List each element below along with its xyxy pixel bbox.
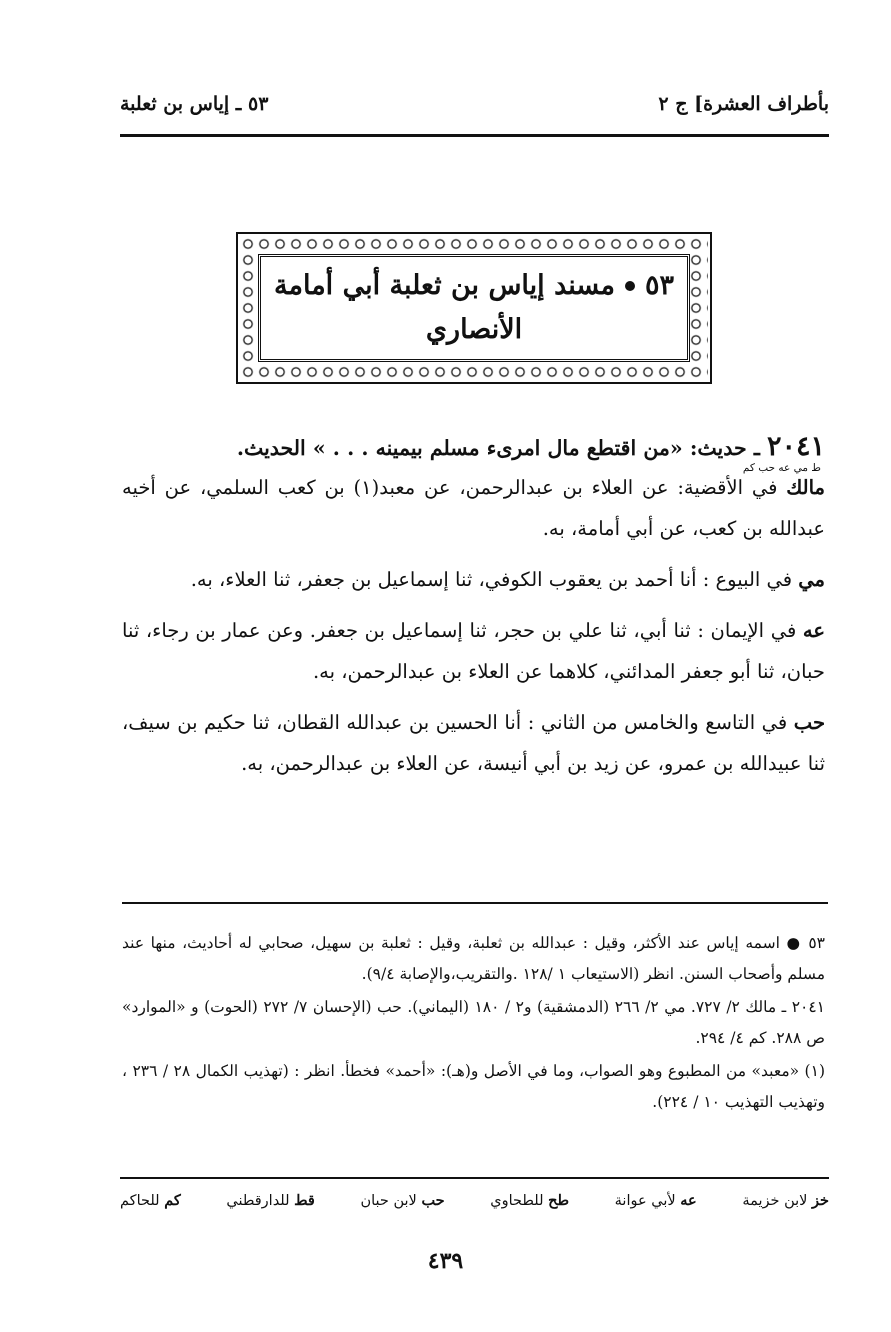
source-text: في الإيمان : ثنا أبي، ثنا علي بن حجر، ثنا إسماعيل بن جعفر. وعن عمار بن رجاء، ثنا حبان، ثنا أبو جعفر المدائني، كلاهما عن العلاء بن عبدالرحمن، به.	[122, 619, 825, 683]
source-paragraph	[122, 467, 825, 549]
source-paragraph	[122, 610, 825, 692]
abbreviation-item: قط للدارقطني	[226, 1192, 315, 1209]
page-number: ٤٣٩	[427, 1248, 464, 1274]
abbreviation-item: كم للحاكم	[120, 1192, 181, 1209]
footnote: (١) «معبد» من المطبوع وهو الصواب، وما في الأصل و(هـ): «أحمد» فخطأ. انظر : (تهذيب الكمال ٢٨ / ٢٣٦ ، وتهذيب التهذيب ١٠ / ٢٢٤).	[122, 1062, 825, 1111]
header-rule	[120, 134, 829, 137]
footnote-rule	[122, 902, 828, 904]
abbreviation-item: عه لأبي عوانة	[614, 1192, 697, 1209]
source-sigla: ط مي عه حب كم	[742, 462, 821, 474]
footnote: ٥٣ ● اسمه إياس عند الأكثر، وقيل : عبدالله بن ثعلبة، وقيل : ثعلبة بن سهيل، صحابي له أحاديث، منها عند مسلم وأصحاب السنن. انظر (الاستيعاب ١ /١٢٨ .والتقريب،والإصابة ٩/٤).	[122, 934, 825, 983]
section-title-line2: الأنصاري	[425, 314, 523, 345]
footnote: ٢٠٤١ ـ مالك ٢/ ٧٢٧. مي ٢/ ٢٦٦ (الدمشقية) و٢ / ١٨٠ (اليماني). حب (الإحسان ٧/ ٢٧٢ (الحوت) و «الموارد» ص ٢٨٨. كم ٤/ ٢٩٤.	[122, 998, 826, 1047]
source-text: في البيوع : أنا أحمد بن يعقوب الكوفي، ثنا إسماعيل بن جعفر، ثنا العلاء، به.	[190, 568, 793, 591]
source-text: في التاسع والخامس من الثاني : أنا الحسين بن عبدالله القطان، ثنا حكيم بن سيف، ثنا عبيدالله بن عمرو، عن زيد بن أبي أنيسة، عن العلاء بن عبدالرحمن، به.	[122, 711, 825, 775]
hadith-number: ٢٠٤١	[766, 431, 825, 462]
source-code: عه	[802, 619, 825, 642]
section-title-line1: مسند إياس بن ثعلبة أبي أمامة	[274, 270, 615, 301]
source-text: في الأقضية: عن العلاء بن عبدالرحمن، عن معبد(١) بن كعب السلمي، عن أخيه عبدالله بن كعب، عن أبي أمامة، به.	[122, 476, 825, 540]
abbreviation-key	[120, 1192, 829, 1209]
source-code: مالك	[786, 476, 825, 499]
main-text	[122, 426, 825, 794]
running-header	[120, 86, 829, 122]
source-code: حب	[793, 711, 825, 734]
footnotes	[122, 928, 825, 1120]
section-number: ٥٣	[644, 270, 674, 301]
abbreviation-item: حب لابن حبان	[360, 1192, 445, 1209]
section-title	[258, 254, 690, 362]
bullet-icon	[625, 281, 635, 291]
hadith-intro: ـ حديث: «من اقتطع مال امرىء مسلم بيمينه . . . » الحديث.	[236, 436, 760, 460]
source-code: مي	[798, 568, 825, 591]
section-title-frame	[236, 232, 712, 384]
abbreviation-item: خز لابن خزيمة	[742, 1192, 829, 1209]
header-section: ٥٣ ـ إياس بن ثعلبة	[120, 93, 269, 115]
abbreviation-item: طح للطحاوي	[490, 1192, 570, 1209]
header-volume: بأطراف العشرة] ج ٢	[658, 93, 829, 115]
source-paragraph	[122, 702, 825, 784]
bottom-rule	[120, 1177, 829, 1179]
source-paragraph	[122, 559, 825, 600]
